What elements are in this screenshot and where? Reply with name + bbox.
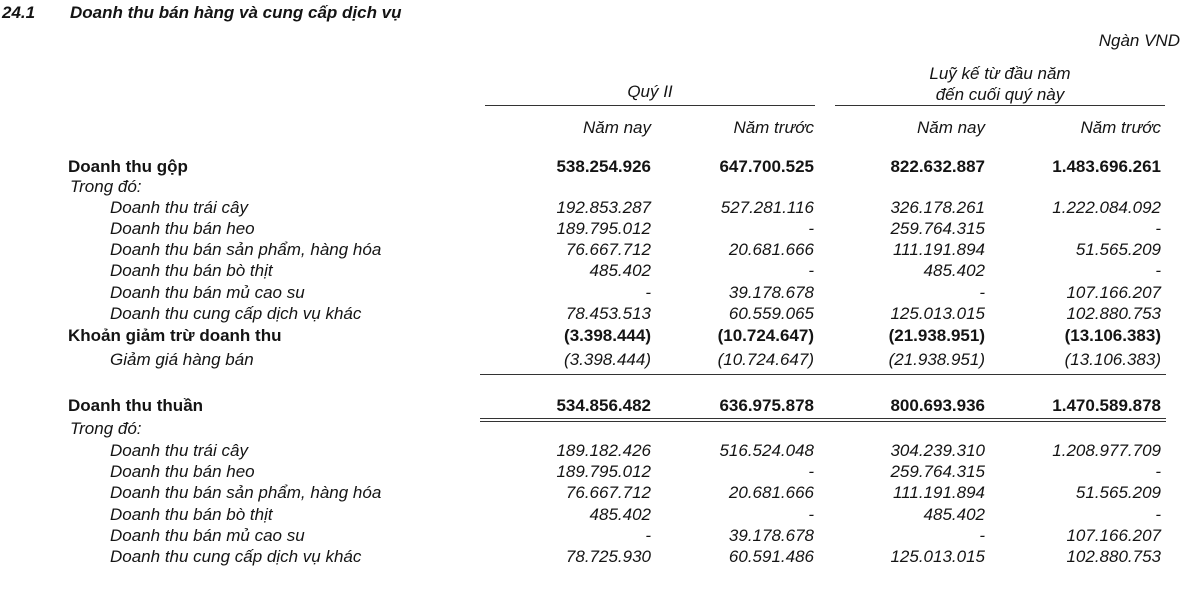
table-row — [0, 505, 1200, 527]
row-label: Doanh thu gộp — [68, 157, 188, 176]
row-value: (3.398.444) — [564, 326, 651, 345]
row-value: - — [645, 526, 651, 545]
total-rule-col2-b — [643, 421, 819, 422]
row-label: Giảm giá hàng bán — [110, 350, 254, 369]
row-label: Doanh thu bán heo — [110, 219, 255, 238]
row-value: 20.681.666 — [728, 483, 814, 502]
table-row — [0, 441, 1200, 463]
subtotal-rule-col3 — [814, 374, 990, 375]
row-value: - — [979, 526, 985, 545]
row-value: 102.880.753 — [1066, 304, 1161, 323]
table-row — [0, 219, 1200, 241]
table-row — [0, 304, 1200, 326]
row-value: 78.453.513 — [565, 304, 651, 323]
row-value: - — [1155, 261, 1161, 280]
row-label: Doanh thu bán mủ cao su — [110, 283, 305, 302]
row-value: 111.191.894 — [892, 240, 985, 259]
table-row — [0, 261, 1200, 283]
row-value: 485.402 — [589, 505, 651, 524]
row-value: 800.693.936 — [890, 396, 985, 415]
row-value: 51.565.209 — [1075, 483, 1161, 502]
col-head-quarter-last-year: Năm trước — [733, 118, 814, 137]
row-label: Doanh thu thuần — [68, 396, 204, 415]
row-value: (21.938.951) — [888, 326, 985, 345]
col-head-quarter-this-year: Năm nay — [582, 118, 651, 137]
row-label: Doanh thu bán heo — [110, 462, 255, 481]
column-group-quarter-label: Quý II — [627, 82, 673, 101]
row-label: Trong đó: — [70, 177, 142, 196]
row-label: Doanh thu bán bò thịt — [110, 261, 273, 280]
row-label: Khoản giảm trừ doanh thu — [68, 326, 282, 345]
row-value: 516.524.048 — [719, 441, 814, 460]
row-value: 636.975.878 — [719, 396, 814, 415]
row-value: - — [808, 505, 814, 524]
total-rule-col3-a — [814, 418, 990, 419]
subtotal-rule-col2 — [643, 374, 819, 375]
row-value: (3.398.444) — [564, 350, 651, 369]
row-value: (10.724.647) — [717, 350, 814, 369]
row-label: Doanh thu bán mủ cao su — [110, 526, 305, 545]
row-value: (21.938.951) — [888, 350, 985, 369]
subtotal-rule-col4 — [990, 374, 1166, 375]
row-label: Doanh thu cung cấp dịch vụ khác — [110, 304, 362, 323]
row-value: 111.191.894 — [892, 483, 985, 502]
row-value: 538.254.926 — [556, 157, 651, 176]
row-label: Doanh thu bán sản phẩm, hàng hóa — [110, 483, 382, 502]
row-value: 326.178.261 — [890, 198, 985, 217]
table-row — [0, 283, 1200, 305]
row-value: 107.166.207 — [1066, 526, 1161, 545]
row-value: 485.402 — [589, 261, 651, 280]
col-head-ytd-last-year: Năm trước — [1080, 118, 1161, 137]
row-value: 822.632.887 — [890, 157, 985, 176]
row-value: 647.700.525 — [719, 157, 814, 176]
table-row — [0, 396, 1200, 418]
total-rule-col3-b — [814, 421, 990, 422]
row-value: (10.724.647) — [717, 326, 814, 345]
row-value: 39.178.678 — [728, 283, 814, 302]
row-label: Doanh thu trái cây — [110, 198, 248, 217]
row-value: 259.764.315 — [890, 462, 985, 481]
row-value: 107.166.207 — [1066, 283, 1161, 302]
row-value: 102.880.753 — [1066, 547, 1161, 566]
subtotal-rule-col1 — [480, 374, 656, 375]
column-group-ytd-line1: Luỹ kế từ đầu năm — [929, 64, 1071, 83]
table-row — [0, 157, 1200, 179]
table-row — [0, 483, 1200, 505]
table-row — [0, 547, 1200, 569]
row-label: Doanh thu bán bò thịt — [110, 505, 273, 524]
unit-label: Ngàn VND — [1098, 31, 1180, 50]
total-rule-col1-a — [480, 418, 656, 419]
row-value: 1.208.977.709 — [1052, 441, 1161, 460]
row-value: 259.764.315 — [890, 219, 985, 238]
row-value: 192.853.287 — [556, 198, 651, 217]
total-rule-col1-b — [480, 421, 656, 422]
table-row — [0, 350, 1200, 372]
row-value: (13.106.383) — [1064, 326, 1161, 345]
row-label: Trong đó: — [70, 419, 142, 438]
section-title: Doanh thu bán hàng và cung cấp dịch vụ — [70, 3, 402, 22]
column-group-ytd-line2: đến cuối quý này — [935, 85, 1065, 104]
total-rule-col4-a — [990, 418, 1166, 419]
row-value: 304.239.310 — [890, 441, 985, 460]
total-rule-col4-b — [990, 421, 1166, 422]
row-value: - — [808, 219, 814, 238]
row-value: 76.667.712 — [565, 240, 651, 259]
row-value: 189.795.012 — [556, 219, 651, 238]
row-value: 1.470.589.878 — [1052, 396, 1161, 415]
col-head-ytd-this-year: Năm nay — [916, 118, 985, 137]
table-row — [0, 198, 1200, 220]
row-label: Doanh thu trái cây — [110, 441, 248, 460]
table-row — [0, 326, 1200, 348]
row-label: Doanh thu bán sản phẩm, hàng hóa — [110, 240, 382, 259]
row-value: - — [1155, 219, 1161, 238]
row-label: Doanh thu cung cấp dịch vụ khác — [110, 547, 362, 566]
total-rule-col2-a — [643, 418, 819, 419]
row-value: 39.178.678 — [728, 526, 814, 545]
row-value: 20.681.666 — [728, 240, 814, 259]
table-row — [0, 419, 1200, 441]
row-value: 534.856.482 — [556, 396, 651, 415]
row-value: 76.667.712 — [565, 483, 651, 502]
row-value: 189.795.012 — [556, 462, 651, 481]
row-value: 51.565.209 — [1075, 240, 1161, 259]
section-number: 24.1 — [2, 3, 36, 22]
row-value: - — [1155, 462, 1161, 481]
row-value: 1.222.084.092 — [1052, 198, 1161, 217]
row-value: 60.559.065 — [728, 304, 814, 323]
row-value: 485.402 — [923, 505, 985, 524]
row-value: 527.281.116 — [720, 198, 814, 217]
row-value: 189.182.426 — [556, 441, 651, 460]
row-value: 1.483.696.261 — [1052, 157, 1161, 176]
table-row — [0, 177, 1200, 199]
row-value: - — [979, 283, 985, 302]
row-value: (13.106.383) — [1064, 350, 1161, 369]
row-value: 125.013.015 — [890, 304, 985, 323]
row-value: 125.013.015 — [890, 547, 985, 566]
row-value: - — [645, 283, 651, 302]
row-value: 60.591.486 — [728, 547, 814, 566]
row-value: 78.725.930 — [565, 547, 651, 566]
table-row — [0, 526, 1200, 548]
table-row — [0, 462, 1200, 484]
row-value: - — [808, 462, 814, 481]
row-value: - — [1155, 505, 1161, 524]
row-value: - — [808, 261, 814, 280]
row-value: 485.402 — [923, 261, 985, 280]
table-row — [0, 240, 1200, 262]
